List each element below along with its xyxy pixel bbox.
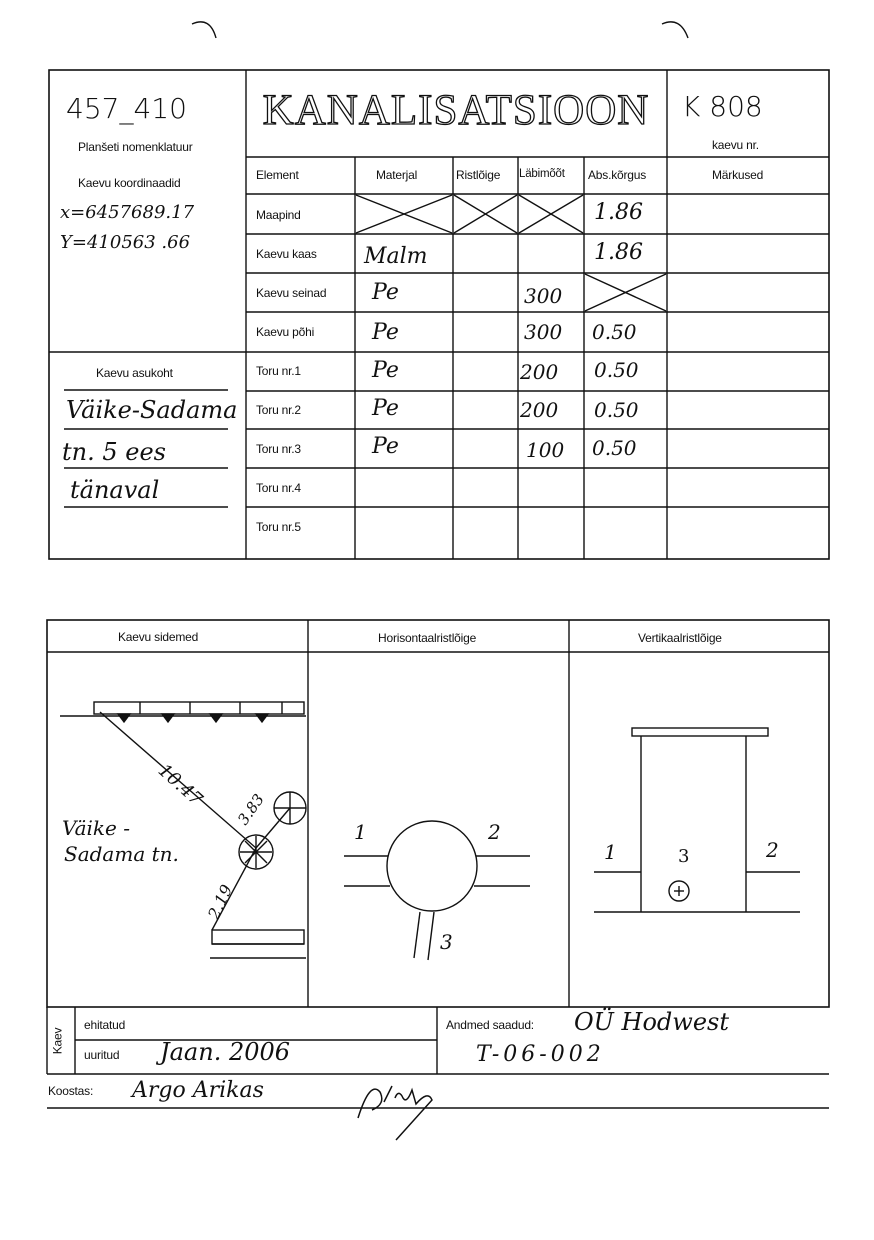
col-header-diameter: Läbimõõt [519,168,565,180]
ties-panel-label: Kaevu sidemed [118,630,199,644]
col-header-abs-height: Abs.kõrgus [588,168,647,182]
row-abs-height: 1.86 [594,240,643,265]
tie-distance-2: 3.83 [234,790,268,829]
horizontal-panel-label: Horisontaalristlõige [378,631,477,645]
col-header-element: Element [256,168,299,182]
row-element: Toru nr.3 [256,442,301,456]
nomenclature-label: Planšeti nomenklatuur [78,140,193,154]
street-label-line-1: Väike - [62,816,130,840]
nomenclature-value: 457_410 [66,92,187,125]
coordinate-y: Y=410563 .66 [60,232,191,253]
signature [358,1086,432,1140]
well-number-value: K 808 [682,90,763,123]
built-label: ehitatud [84,1018,126,1032]
surveyed-value: Jaan. 2006 [160,1038,291,1066]
coordinates-label: Kaevu koordinaadid [78,176,181,190]
vertical-pipe-3: 3 [678,846,690,867]
row-abs-height: 0.50 [594,358,639,382]
row-element: Toru nr.2 [256,403,301,417]
data-by-value: OÜ Hodwest [574,1008,729,1036]
row-diameter: 100 [526,438,565,462]
row-element: Kaevu kaas [256,247,317,261]
row-element: Kaevu seinad [256,286,327,300]
col-header-cross-section: Ristlõige [456,168,501,182]
coordinate-x: x=6457689.17 [60,202,195,223]
row-material: Pe [372,280,399,305]
compiled-label: Koostas: [48,1084,94,1098]
horizontal-pipe-2: 2 [488,820,501,844]
row-element: Toru nr.4 [256,481,301,495]
row-abs-height: 1.86 [594,200,643,225]
horizontal-pipe-1: 1 [354,820,367,844]
row-material: Malm [364,244,428,269]
well-label: Kaev [50,1027,65,1055]
row-material: Pe [372,358,399,383]
well-number-label: kaevu nr. [712,138,759,152]
punch-mark-left [192,22,216,38]
col-header-material: Materjal [376,168,418,182]
row-abs-height: 0.50 [592,436,637,460]
row-diameter: 200 [520,360,559,384]
horizontal-section-sketch [344,821,530,960]
row-diameter: 300 [524,320,563,344]
tie-distance-1: 10.47 [153,760,207,811]
vertical-section-sketch [594,728,800,912]
location-label: Kaevu asukoht [96,366,173,380]
row-material: Pe [372,396,399,421]
row-diameter: 300 [524,284,563,308]
row-material: Pe [372,434,399,459]
row-abs-height: 0.50 [592,320,637,344]
location-line-1: Väike-Sadama [66,396,238,424]
punch-mark-right [662,22,688,38]
row-element: Kaevu põhi [256,325,315,339]
row-element: Maapind [256,208,301,222]
row-abs-height: 0.50 [594,398,639,422]
location-line-3: tänaval [70,476,160,504]
row-diameter: 200 [520,398,559,422]
street-label-line-2: Sadama tn. [64,842,179,866]
vertical-pipe-2: 2 [766,838,779,862]
data-by-label: Andmed saadud: [446,1018,534,1032]
row-element: Toru nr.5 [256,520,301,534]
data-reference: T-06-002 [476,1042,605,1067]
row-element: Toru nr.1 [256,364,301,378]
col-header-notes: Märkused [712,168,764,182]
tie-distance-3: 2.19 [204,881,237,923]
surveyed-label: uuritud [84,1048,120,1062]
vertical-panel-label: Vertikaalristlõige [638,631,722,645]
compiled-value: Argo Arikas [132,1078,264,1103]
row-material: Pe [372,320,399,345]
vertical-pipe-1: 1 [604,840,617,864]
horizontal-pipe-3: 3 [440,930,453,954]
location-line-2: tn. 5 ees [62,438,166,466]
form-title: KANALISATSIOON [262,87,650,134]
